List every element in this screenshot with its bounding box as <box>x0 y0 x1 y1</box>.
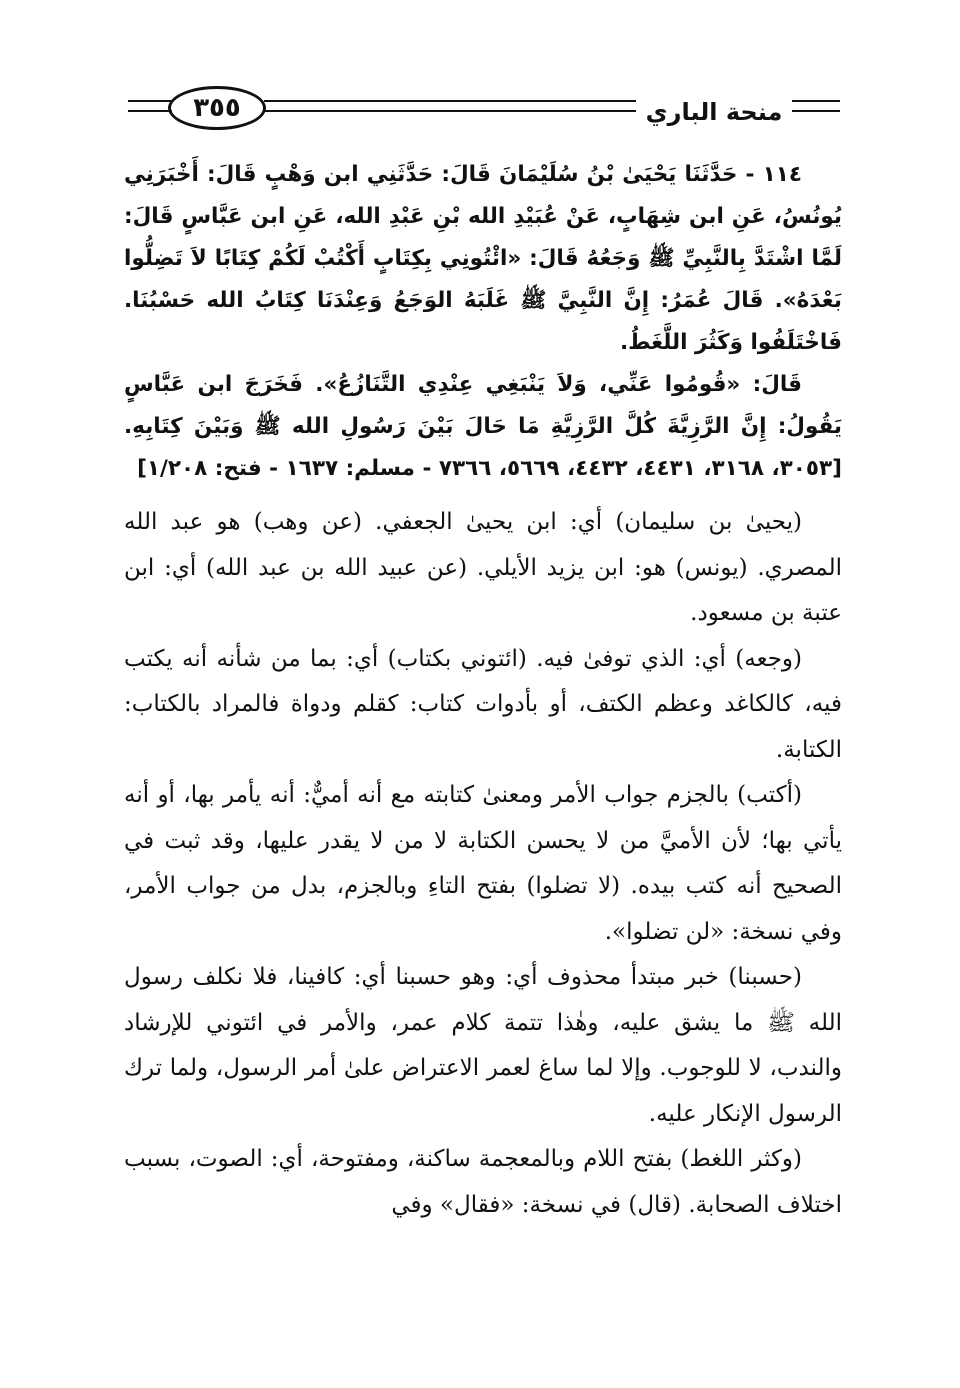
header-rule-right-top <box>792 100 840 102</box>
header-rule-middle-bottom <box>264 110 636 112</box>
commentary-text <box>124 500 842 1228</box>
header-rule-left-bottom <box>128 110 172 112</box>
page-number: ٣٥٥ <box>168 86 266 130</box>
running-title: منحة الباري <box>645 98 783 126</box>
commentary-paragraph: (وجعه) أي: الذي توفىٰ فيه. (ائتوني بكتاب) أي: بما من شأنه أنه يكتب فيه، كالكاغد وعظم الكتف، أو بأدوات كتاب: كقلم ودواة فالمراد بالكتاب: الكتابة. <box>124 645 842 763</box>
commentary-paragraph: (يحيىٰ بن سليمان) أي: ابن يحيىٰ الجعفي. (عن وهب) هو عبد الله المصري. (يونس) هو: ابن يزيد الأيلي. (عن عبيد الله بن عبد الله) أي: ابن عتبة بن مسعود. <box>124 509 842 626</box>
hadith-text <box>124 154 842 490</box>
header-rule-middle-top <box>264 100 636 102</box>
hadith-paragraph: ١١٤ - حَدَّثَنَا يَحْيَىٰ بْنُ سُلَيْمَانَ قَالَ: حَدَّثَنِي ابن وَهْبٍ قَالَ: أَخْبَرَنِي يُونُسُ، عَنِ ابن شِهَابٍ، عَنْ عُبَيْدِ الله بْنِ عَبْدِ الله، عَنِ ابن عَبَّاسٍ قَالَ: لَمَّا اشْتَدَّ بِالنَّبِيِّ ﷺ وَجَعُهُ قَالَ: «ائْتُونِي بِكِتَابٍ أَكْتُبْ لَكُمْ كِتَابًا لاَ تَضِلُّوا بَعْدَهُ». قَالَ عُمَرُ: إِنَّ النَّبِيَّ ﷺ غَلَبَهُ الوَجَعُ وَعِنْدَنَا كِتَابُ الله حَسْبُنَا. فَاخْتَلَفُوا وَكَثُرَ اللَّغَطُ. <box>124 162 842 355</box>
commentary-paragraph: (حسبنا) خبر مبتدأ محذوف أي: وهو حسبنا أي: كافينا، فلا نكلف رسول الله ﷺ ما يشق عليه، وهٰذا تتمة كلام عمر، والأمر في ائتوني للإرشاد والندب، لا للوجوب. وإلا لما ساغ لعمر الاعتراض علىٰ أمر الرسول، ولما ترك الرسول الإنكار عليه. <box>124 964 842 1127</box>
header-rule-left-top <box>128 100 172 102</box>
commentary-paragraph: (أكتب) بالجزم جواب الأمر ومعنىٰ كتابته مع أنه أميٌّ: أنه يأمر بها، أو أنه يأتي بها؛ لأن الأميَّ من لا يحسن الكتابة لا من لا يقدر عليها، وقد ثبت في الصحيح أنه كتب بيده. (لا تضلوا) بفتح التاءِ وبالجزم، بدل من جواب الأمر، وفي نسخة: «لن تضلوا». <box>124 782 842 945</box>
hadith-paragraph: قَالَ: «قُومُوا عَنِّي، وَلاَ يَنْبَغِي عِنْدِي التَّنَازُعُ». فَخَرَجَ ابن عَبَّاسٍ يَقُولُ: إِنَّ الرَّزِيَّةَ كُلَّ الرَّزِيَّةِ مَا حَالَ بَيْنَ رَسُولِ الله ﷺ وَبَيْنَ كِتَابِهِ. [٣٠٥٣، ٣١٦٨، ٤٤٣١، ٤٤٣٢، ٥٦٦٩، ٧٣٦٦ - مسلم: ١٦٣٧ - فتح: ١/٢٠٨] <box>124 372 842 481</box>
page-header <box>0 86 960 138</box>
header-rule-right-bottom <box>792 110 840 112</box>
commentary-paragraph: (وكثر اللغط) بفتح اللام وبالمعجمة ساكنة، ومفتوحة، أي: الصوت، بسبب اختلاف الصحابة. (قال) في نسخة: «فقال» وفي <box>124 1146 842 1218</box>
